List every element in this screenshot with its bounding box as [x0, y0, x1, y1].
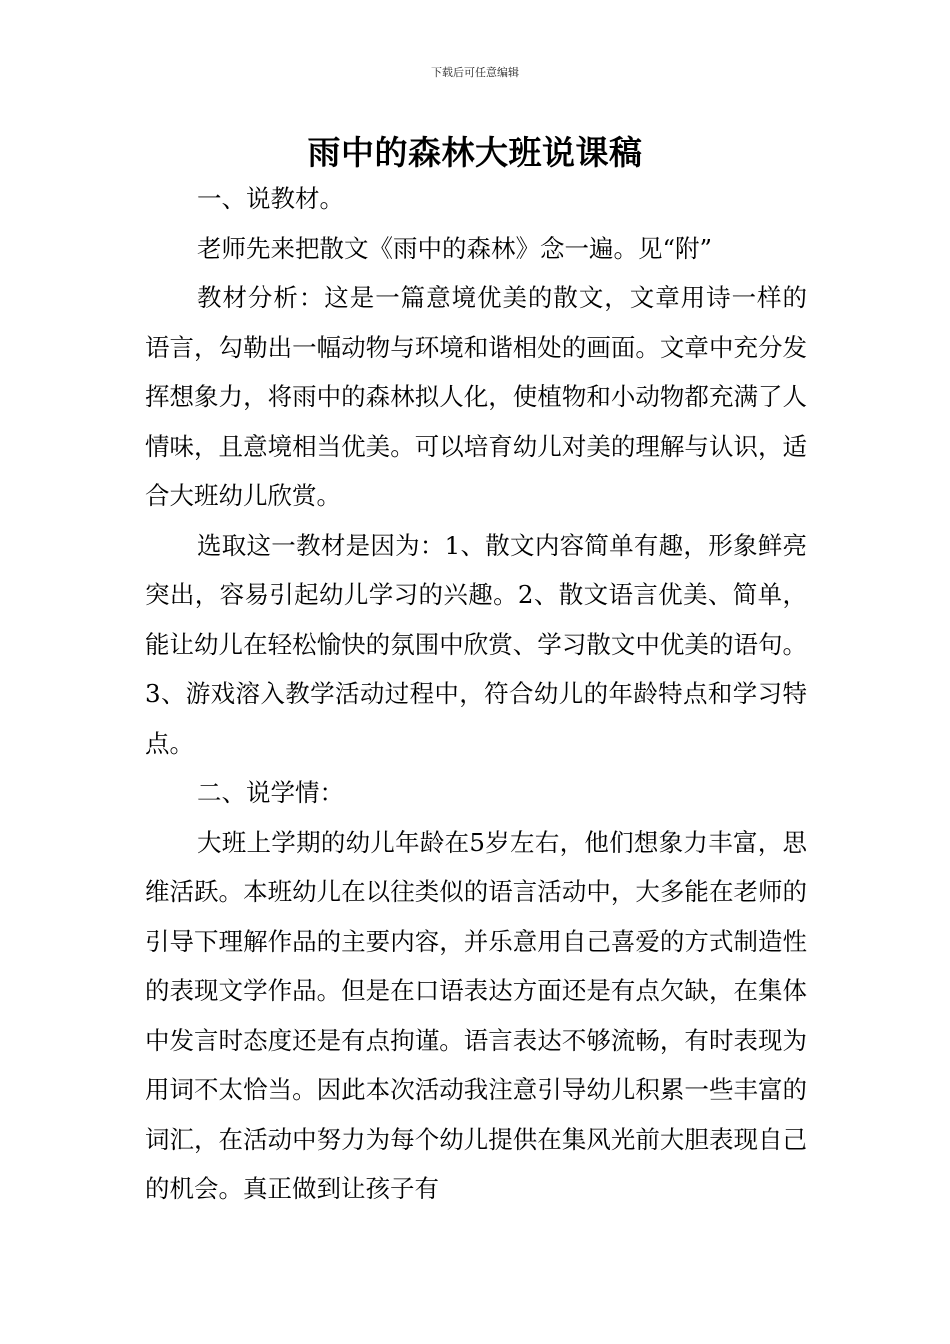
paragraph-selection-reasons: 选取这一教材是因为：1、散文内容简单有趣，形象鲜亮突出，容易引起幼儿学习的兴趣。2、散文语言优美、简单，能让幼儿在轻松愉快的氛围中欣赏、学习散文中优美的语句。3、游戏溶入教学活动过程中，符合幼儿的年龄特点和学习特点。 [145, 530, 807, 758]
paragraph-learners: 大班上学期的幼儿年龄在5岁左右，他们想象力丰富，思维活跃。本班幼儿在以往类似的语言活动中，大多能在老师的引导下理解作品的主要内容，并乐意用自己喜爱的方式制造性的表现文学作品。但是在口语表达方面还是有点欠缺，在集体中发言时态度还是有点拘谨。语言表达不够流畅，有时表现为用词不太恰当。因此本次活动我注意引导幼儿积累一些丰富的词汇，在活动中努力为每个幼儿提供在集风光前大胆表现自己的机会。真正做到让孩子有 [145, 827, 807, 1203]
section-heading-learners: 二、说学情： [197, 778, 344, 807]
paragraph-textbook-analysis: 教材分析：这是一篇意境优美的散文，文章用诗一样的语言，勾勒出一幅动物与环境和谐相处的画面。文章中充分发挥想象力，将雨中的森林拟人化，使植物和小动物都充满了人情味，且意境相当优美。可以培育幼儿对美的理解与认识，适合大班幼儿欣赏。 [145, 283, 807, 510]
document-title: 雨中的森林大班说课稿 [307, 133, 643, 172]
document-body [145, 174, 807, 1214]
header-note: 下载后可任意编辑 [431, 66, 519, 79]
section-heading-textbook: 一、说教材。 [197, 184, 344, 213]
paragraph-reading-note: 老师先来把散文《雨中的森林》念一遍。见“附” [197, 233, 713, 263]
